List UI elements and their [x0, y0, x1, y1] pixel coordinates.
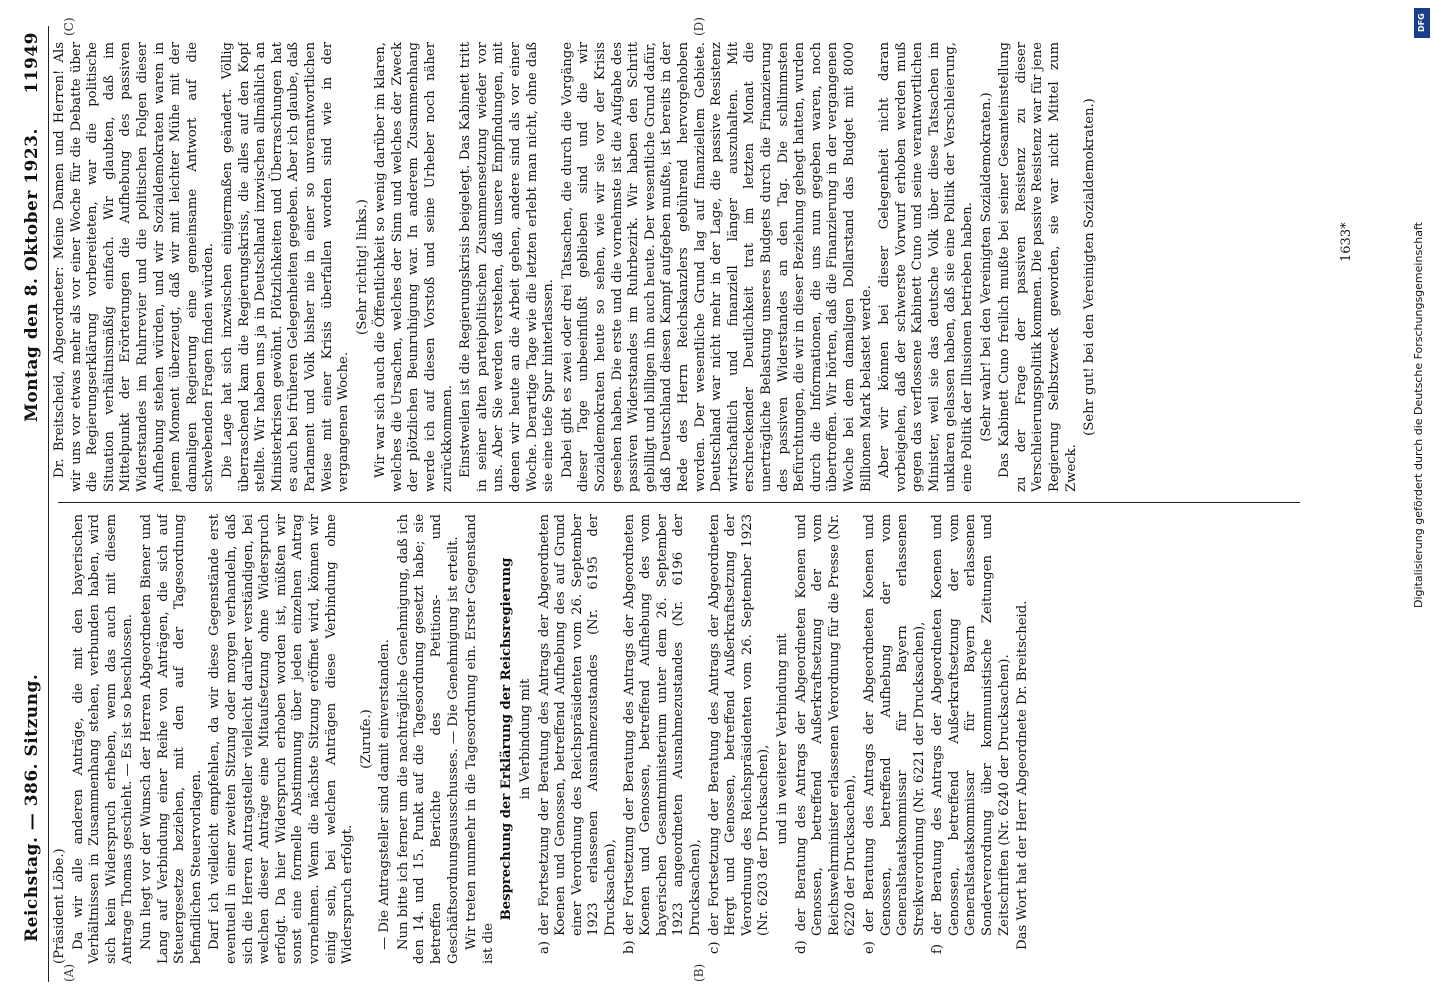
- left-column-paragraph: e) der Beratung des Antrags der Abgeordneten Koenen und Genossen, betreffend Aufhebung der vom Generalstaatskommissar für Bayern erlassenen Streikverordnung (Nr. 6221 der Drucksachen),: [861, 514, 927, 954]
- digitization-credit: Digitalisierung gefördert durch die Deutsche Forschungsgemeinschaft: [1412, 222, 1425, 608]
- margin-marker-d: (D): [692, 17, 706, 36]
- left-column-paragraph: b) der Fortsetzung der Beratung des Antrags der Abgeordneten Koenen und Genossen, betreffend Aufhebung des vom bayerischen Gesamtministerium unter dem 26. September 1923 angeordneten Ausnahmezustandes (Nr. 6196 der Drucksachen),: [621, 514, 703, 954]
- text-columns: [52, 17, 1360, 982]
- left-column-paragraph: f) der Beratung des Antrags der Abgeordneten Koenen und Genossen, betreffend Außerkraftsetzung der vom Generalstaatskommissar für Bayern erlassenen Sonderverordnung über kommunistische Zeitungen und Zeitschriften (Nr. 6240 der Drucksachen).: [930, 514, 1012, 954]
- header-session: Reichstag. — 386. Sitzung.: [22, 673, 42, 942]
- right-column-paragraph: (Sehr gut! bei den Vereinigten Sozialdemokraten.): [1082, 98, 1098, 436]
- right-column-paragraph: Wir war sich auch die Öffentlichkeit so wenig darüber im klaren, welches die Ursachen, welches der Sinn und welches der Zweck der plötzlichen Beunruhigung war. In anderem Zusammenhang werde ich auf diesen Vorstoß und seine Urheber noch näher zurückkommen.: [373, 42, 455, 492]
- left-column-paragraph: c) der Fortsetzung der Beratung des Antrags der Abgeordneten Hergt und Genossen, betreffend Außerkraftsetzung der Verordnung des Reichspräsidenten vom 26. September 1923 (Nr. 6203 der Drucksachen),: [706, 514, 772, 954]
- right-column-paragraph: Das Kabinett Cuno freilich mußte bei seiner Gesamteinstellung zu der Frage der passiven Resistenz zu dieser Verschleierungspolitik kommen. Die passive Resistenz war für jene Regierung Selbstzweck geworden, sie war nicht Mittel zum Zweck.: [997, 42, 1079, 492]
- left-column-paragraph: Besprechung der Erklärung der Reichsregierung: [499, 557, 515, 921]
- margin-marker-c: (C): [62, 17, 76, 36]
- right-column-paragraph: Dabei gibt es zwei oder drei Tatsachen, die durch die Vorgänge dieser Tage unbeeinflußt geblieben sind und die wir Sozialdemokraten heute so sehen, wie wir sie vor der Krisis gesehen haben. Die erste und die vornehmste ist die Aufgabe des passiven Widerstandes im Ruhrbezirk. Wir haben den Schritt gebilligt und billigen ihn auch heute. Der wesentliche Grund dafür, daß Deutschland diesen Kampf aufgeben mußte, ist bereits in der Rede des Herrn Reichskanzlers gebührend hervorgehoben worden. Der wesentliche Grund lag auf finanziellem Gebiete. Deutschland war nicht mehr in der Lage, die passive Resistenz wirtschaftlich und finanziell länger auszuhalten. Mit erschreckender Deutlichkeit trat im letzten Monat die unerträgliche Belastung unseres Budgets durch die Finanzierung des passiven Widerstandes an den Tag. Die schlimmsten Befürchtungen, die wir in dieser Beziehung gehegt hatten, wurden durch die Informationen, die uns nun gegeben waren, noch übertroffen. Wir hörten, daß die Finanzierung in der vergangenen Woche bei dem damaligen Dollarstand das Budget mit 8000 Billionen Mark belastet werde.: [559, 42, 874, 492]
- left-column-paragraph: Nun liegt vor der Wunsch der Herren Abgeordneten Biener und Lang auf Verbindung einer Reihe von Anträgen, die sich auf Steuergesetze beziehen, mit den auf der Tagesordnung befindlichen Steuervorlagen.: [138, 514, 204, 964]
- dfg-logo: DFG: [1414, 8, 1430, 38]
- right-column-paragraph: (Sehr richtig! links.): [354, 199, 370, 335]
- left-column-paragraph: und in weiterer Verbindung mit: [774, 633, 790, 845]
- left-column-paragraph: a) der Fortsetzung der Beratung des Antrags der Abgeordneten Koenen und Genossen, betreffend Aufhebung des auf Grund einer Verordnung des Reichspräsidenten vom 26. September 1923 erlassenen Ausnahmezustandes (Nr. 6195 der Drucksachen),: [536, 514, 618, 954]
- digitization-sidebar: [1412, 8, 1432, 992]
- left-column-paragraph: — Die Antragsteller sind damit einverstanden.: [377, 639, 393, 950]
- right-column-paragraph: (Sehr wahr! bei den Vereinigten Sozialdemokraten.): [978, 92, 994, 442]
- column-divider: [58, 502, 1300, 503]
- left-column-paragraph: Das Wort hat der Herr Abgeordnete Dr. Breitscheid.: [1015, 600, 1031, 950]
- left-column: [52, 514, 1320, 964]
- right-column: [52, 42, 1320, 492]
- right-column-paragraph: Einstweilen ist die Regierungskrisis beigelegt. Das Kabinett tritt in seiner alten parteipolitischen Zusammensetzung wieder vor uns. Aber Sie werden verstehen, daß unsere Empfindungen, mit denen wir heute an die Arbeit gehen, andere sind als vor einer Woche. Derartige Tage wie die letzten erlebt man nicht, ohne daß sie eine tiefe Spur hinterlassen.: [458, 42, 557, 492]
- left-column-paragraph: (Präsident Löbe.): [52, 848, 67, 964]
- page-header: [18, 26, 49, 982]
- left-column-paragraph: Nun bitte ich ferner um die nachträgliche Genehmigung, daß ich den 14. und 15. Punkt auf die Tagesordnung gesetzt habe; sie betreffen Berichte des Petitions- und Geschäftsordnungsausschusses. — Die Genehmigung ist erteilt.: [395, 514, 461, 964]
- signature-mark: 1633*: [1339, 222, 1354, 262]
- left-column-paragraph: Darf ich vielleicht empfehlen, da wir diese Gegenstände erst eventuell in einer zweiten Sitzung oder morgen verhandeln, daß sich die Herren Antragsteller vielleicht darüber verständigen, bei welchen dieser Anträge eine Mitaufsetzung ohne Widerspruch erfolgt. Da hier Widerspruch erhoben worden ist, müßten wir sonst eine formelle Abstimmung über jeden einzelnen Antrag vornehmen. Wenn die nächste Sitzung eröffnet wird, können wir einig sein, bei welchen Anträgen diese Verbindung ohne Widerspruch erfolgt.: [207, 514, 356, 964]
- left-column-paragraph: in Verbindung mit: [518, 678, 534, 800]
- left-column-paragraph: Da wir alle anderen Anträge, die mit den bayerischen Verhältnissen in Zusammenhang stehen, verbunden haben, wird sich kein Widerspruch erheben, wenn das auch mit diesem Antrage Thomas geschieht. — Es ist so beschlossen.: [70, 514, 136, 964]
- left-column-paragraph: d) der Beratung des Antrags der Abgeordneten Koenen und Genossen, betreffend Außerkraftsetzung der vom Reichswehrminister erlassenen Verordnung für die Presse (Nr. 6220 der Drucksachen),: [793, 514, 859, 954]
- right-column-paragraph: Dr. Breitscheid, Abgeordneter: Meine Damen und Herren! Als wir uns vor etwas mehr als vor einer Woche für die Debatte über die Regierungserklärung vorbereiteten, war die politische Situation verhältnismäßig einfach. Wir glaubten, daß im Mittelpunkt der Erörterungen die Aufhebung des passiven Widerstandes im Ruhrrevier und die politischen Folgen dieser Aufhebung stehen würden, und wir Sozialdemokraten waren in jenem Moment überzeugt, daß wir mit leichter Mühe mit der damaligen Regierung eine gemeinsame Antwort auf die schwebenden Fragen finden würden.: [52, 42, 217, 492]
- margin-marker-b: (B): [692, 963, 706, 982]
- left-column-paragraph: (Zurufe.): [358, 709, 374, 769]
- header-date: Montag den 8. Oktober 1923.: [22, 128, 42, 422]
- right-column-paragraph: Die Lage hat sich inzwischen einigermaßen geändert. Völlig überraschend kam die Regierungskrisis, die alles auf den Kopf stellte. Wir haben uns ja in Deutschland inzwischen allmählich an Ministerkrisen gewöhnt. Plötzlichkeiten und Überraschungen hat es auch bei früheren Gelegenheiten gegeben. Aber ich glaube, daß Parlament und Volk bisher nie in einer so unverantwortlichen Weise mit einer Krisis überfallen worden sind wie in der vergangenen Woche.: [219, 42, 352, 492]
- left-column-paragraph: Wir treten nunmehr in die Tagesordnung ein. Erster Gegenstand ist die: [464, 514, 496, 964]
- right-column-paragraph: Aber wir können bei dieser Gelegenheit nicht daran vorbeigehen, daß der schwerste Vorwurf erhoben werden muß gegen das verflossene Kabinett Cuno und seine verantwortlichen Minister, weil sie das deutsche Volk über diese Tatsachen im unklaren gelassen haben, daß sie eine Politik der Verschleierung, eine Politik der Illusionen betrieben haben.: [877, 42, 976, 492]
- margin-marker-a: (A): [62, 963, 76, 982]
- page-number: 11949: [22, 32, 42, 94]
